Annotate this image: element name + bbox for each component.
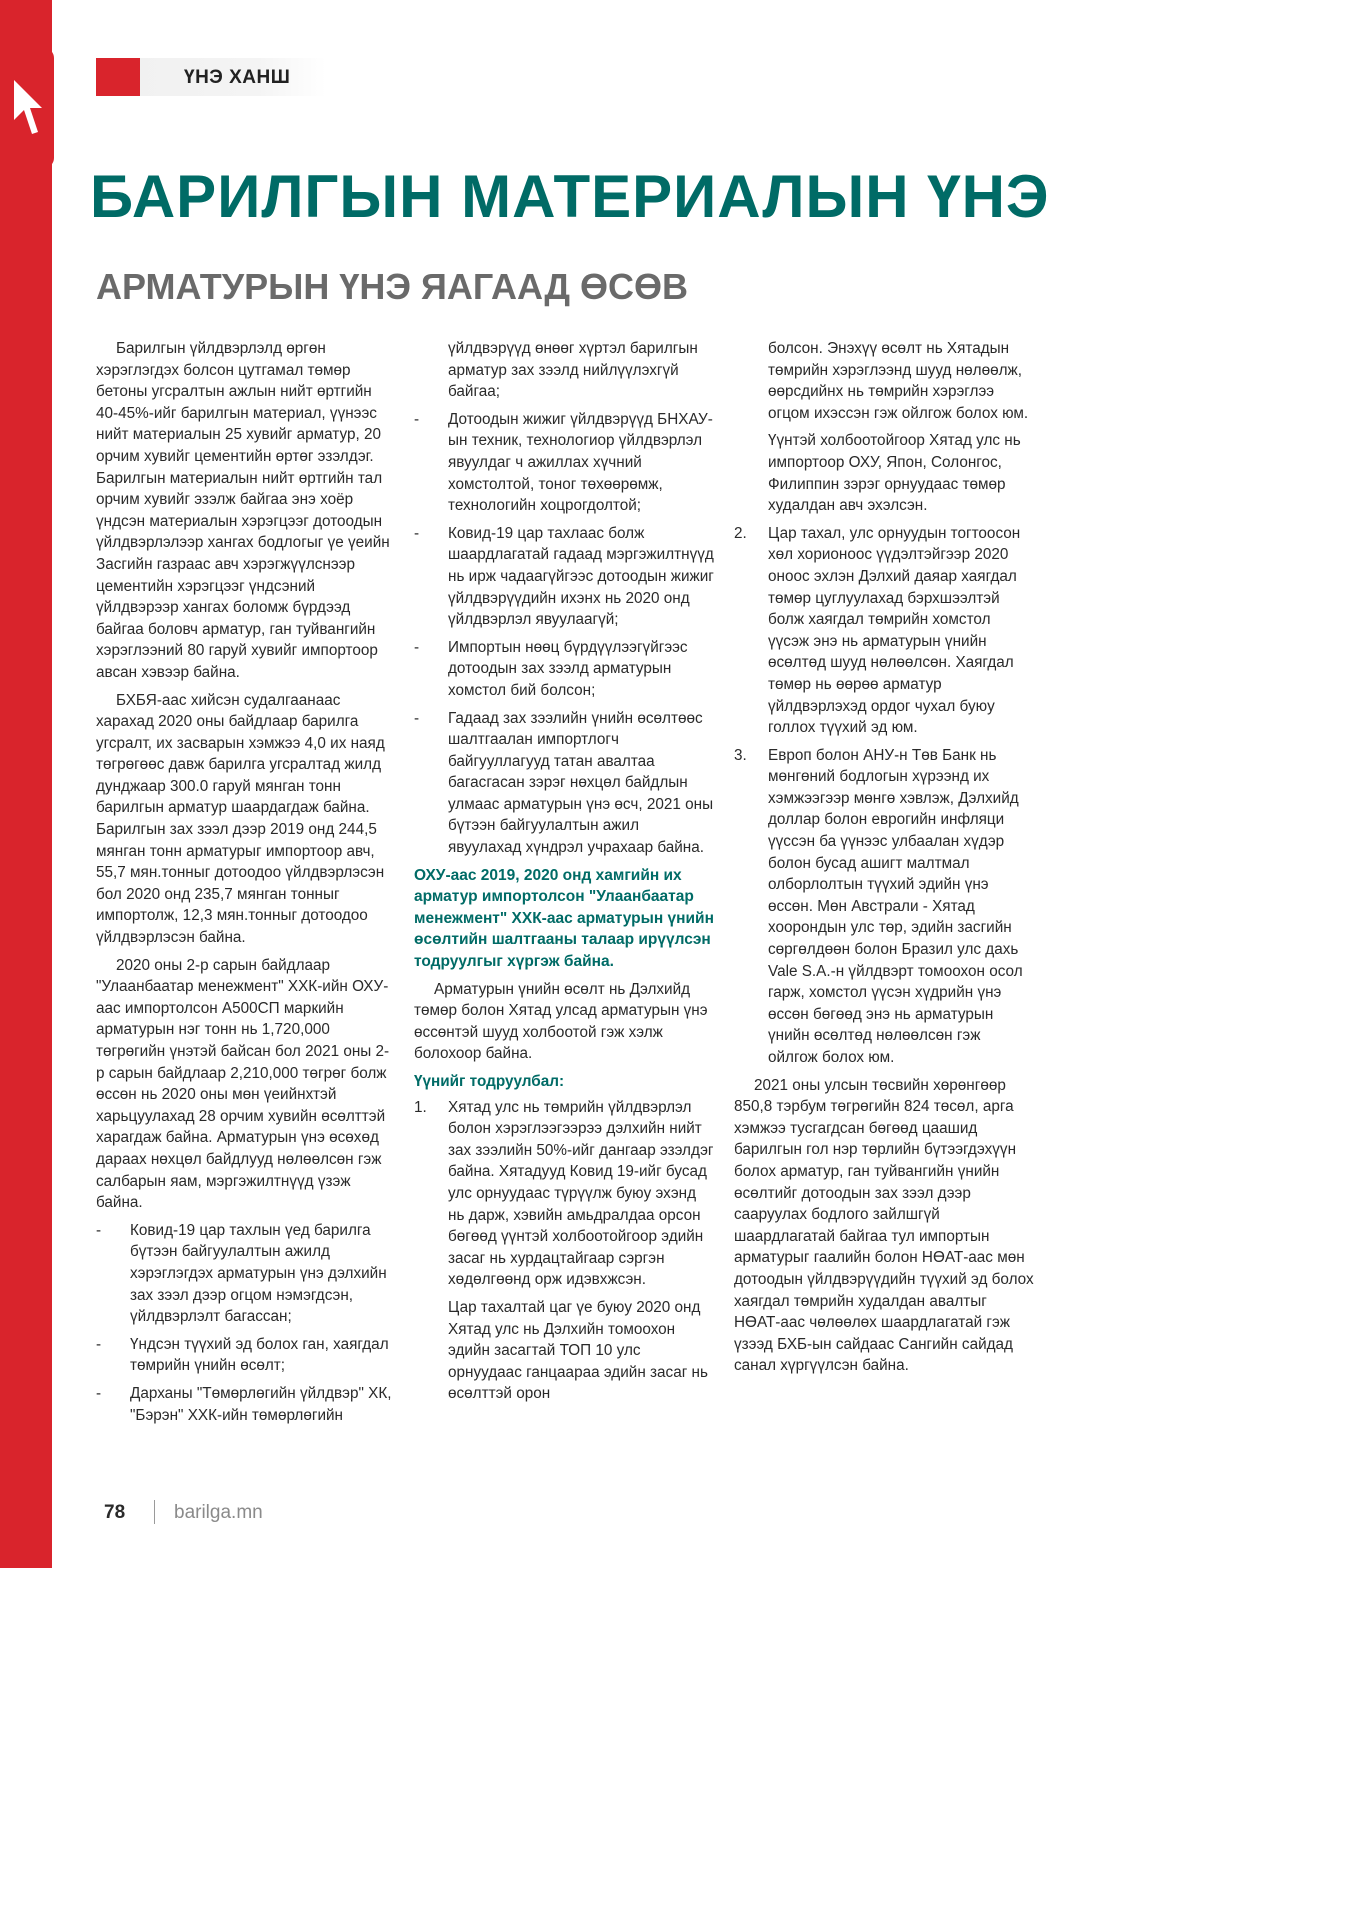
paragraph: 2020 оны 2-р сарын байдлаар "Улаанбаатар менежмент" ХХК-ийн ОХУ-аас импортолсон А500СП маркийн арматурын нэг тонн нь 1,720,000 төгрөгийн үнэтэй байсан бол 2021 оны 2-р сарын байдлаар 2,210,000 төгрөг болж өссөн нь 2020 оны мөн үеийнхтэй харьцуулахад 28 орчим хувийн өсөлттэй харагдаж байна. Арматурын үнэ өсөхөд дараах нөхцөл байдлууд нөлөөлсөн гэж салбарын яам, мэргэжилтнүүд үзэж байна. (96, 956, 390, 1212)
bullet-item (414, 523, 714, 631)
article-subtitle: АРМАТУРЫН ҮНЭ ЯАГААД ӨСӨВ (96, 266, 688, 307)
numbered-continuation (734, 338, 1034, 517)
numbered-text: болсон. Энэхүү өсөлт нь Хятадын төмрийн хэрэглээнд шууд нөлөөлж, өөрсдийнх нь төмрийн хэрэглээ огцом ихэссэн гэж ойлгож болох юм. (768, 340, 1029, 422)
bullet-marker: - (414, 638, 420, 656)
section-label: ҮНЭ ХАНШ (184, 67, 291, 88)
footer-divider (154, 1500, 155, 1524)
bullet-item (414, 708, 714, 859)
numbered-item (734, 523, 1034, 739)
bullet-marker: - (96, 1384, 102, 1402)
bullet-text: үйлдвэрүүд өнөөг хүртэл барилгын арматур зах зээлд нийлүүлэхгүй байгаа; (448, 340, 698, 401)
bullet-text: Ковид-19 цар тахлын үед барилга бүтээн байгуулалтын ажилд хэрэглэгдэх арматурын үнэ дэлхийн зах зээл дээр огцом нэмэгдсэн, үйлдвэрлэлт багассан; (130, 1221, 387, 1326)
page-title: БАРИЛГЫН МАТЕРИАЛЫН ҮНЭ (90, 163, 1050, 230)
numbered-text: Цар тахал, улс орнуудын тогтоосон хөл хорионоос үүдэлтэйгээр 2020 оноос эхлэн Дэлхий даяар хаягдал төмөр цуглуулахад бэрхшээлтэй болж хаягдал төмрийн хомстол үүсэж энэ нь арматурын үнийн өсөлтөд шууд нөлөөлсөн. Хаягдал төмөр нь өөрөө арматур үйлдвэрлэхэд ордог чухал буюу голлох түүхий эд юм. (768, 524, 1021, 737)
bullet-item (96, 1220, 396, 1328)
numbered-text: Үүнтэй холбоотойгоор Хятад улс нь импортоор ОХУ, Япон, Солонгос, Филиппин зэрэг орнуудаас төмөр худалдан авч эхэлсэн. (768, 432, 1021, 515)
bullet-marker: - (96, 1221, 102, 1239)
item-number: 1. (414, 1098, 427, 1116)
page-number: 78 (104, 1502, 126, 1523)
numbered-item (734, 745, 1034, 1069)
numbered-item (414, 1097, 714, 1405)
numbered-text: Европ болон АНУ-н Төв Банк нь мөнгөний бодлогын хүрээнд их хэмжээгээр мөнгө хэвлэж, Дэлхийд доллар болон еврогийн инфляци үүссэн ба үүнээс улбаалан хүдэр болон бусад ашигт малтмал олборлолтын түүхий эдийн үнэ өссөн. Мөн Австрали - Хятад хоорондын улс төр, эдийн засгийн сөргөлдөөн болон Бразил улс дахь Vale S.A.-н үйлдвэрт томоохон осол гарж, хомстол үүсэн хүдрийн үнэ өссөн бөгөөд энэ нь арматурын үнийн өсөлтөд нөлөөлсөн гэж ойлгож болох юм. (768, 746, 1023, 1066)
item-number: 3. (734, 746, 747, 764)
bullet-marker: - (414, 410, 420, 428)
bullet-marker: - (96, 1335, 102, 1353)
paragraph: 2021 оны улсын төсвийн хөрөнгөөр 850,8 тэрбум төгрөгийн 824 төсөл, арга хэмжээ тусгагдсан бөгөөд цаашид барилгын гол нэр төрлийн бүтээгдэхүүн болох арматур, ган туйвангийн үнийн өсөлтийг дотоодын зах зээл дээр сааруулах бодлого зайлшгүй шаардлагатай байгаа тул импортын арматурыг гаалийн болон НӨАТ-аас мөн дотоодын үйлдвэрүүдийн түүхий эд болох хаягдал төмрийн худалдан авалтыг НӨАТ-аас чөлөөлөх шаардлагатай гэж үзээд БХБ-ын сайдаас Сангийн сайдад санал хүргүүлсэн байна. (734, 1076, 1034, 1375)
paragraph: Барилгын үйлдвэрлэлд өргөн хэрэглэгдэх болсон цутгамал төмөр бетоны угсралтын ажлын нийт өртгийн 40-45%-ийг барилгын материал, үүнээс нийт материалын 25 хувийг арматур, 20 орчим хувийг цементийн өртөг эзэлдэг. Барилгын материалын нийт өртгийн тал орчим хувийг эзэлж байгаа энэ хоёр үндсэн материалын хэрэгцээг дотоодын үйлдвэрлэлээр хангах бодлогыг үе үеийн Засгийн газраас авч хэрэгжүүлснээр цементийн хэрэгцээг үндсэний үйлдвэрээр хангах боломж бүрдээд байгаа боловч арматур, ган туйвангийн хэрэглээний 80 гаруй хувийг импортоор авсан хэвээр байна. (96, 340, 390, 681)
item-number: 2. (734, 524, 747, 542)
bullet-text: Импортын нөөц бүрдүүлээгүйгээс дотоодын зах зээлд арматурын хомстол бий болсон; (448, 638, 688, 699)
clarification-heading: Үүнийг тодруулбал: (414, 1073, 565, 1090)
column-2 (414, 338, 714, 1411)
numbered-text: Цар тахалтай цаг үе буюу 2020 онд Хятад улс нь Дэлхийн томоохон эдийн засагтай ТОП 10 улс орнуудаас ганцаараа эдийн засаг нь өсөлттэй орон (448, 1298, 708, 1403)
bullet-item (414, 637, 714, 702)
paragraph: Арматурын үнийн өсөлт нь Дэлхийд төмөр болон Хятад улсад арматурын үнэ өссөнтэй шууд холбоотой гэж хэлж болохоор байна. (414, 980, 708, 1063)
bullet-text: Дарханы "Төмөрлөгийн үйлдвэр" ХК, "Бэрэн" ХХК-ийн төмөрлөгийн (130, 1384, 392, 1424)
bullet-text: Дотоодын жижиг үйлдвэрүүд БНХАУ-ын техник, технологиор үйлдвэрлэл явуулдаг ч ажиллах хүчний хомстолтой, тоног төхөөрөмж, технологийн хоцрогдолтой; (448, 410, 713, 515)
bullet-marker: - (414, 709, 420, 727)
magazine-logo-icon (8, 70, 48, 140)
bullet-text: Үндсэн түүхий эд болох ган, хаягдал төмрийн үнийн өсөлт; (130, 1335, 389, 1375)
bullet-text: Ковид-19 цар тахлаас болж шаардлагатай гадаад мэргэжилтнүүд нь ирж чадаагүйгээс дотоодын жижиг үйлдвэрүүдийн ихэнх нь 2020 онд үйлдвэрлэл явуулаагүй; (448, 524, 714, 629)
section-tag-accent (96, 58, 140, 96)
column-1 (96, 338, 396, 1432)
section-tag (96, 58, 326, 96)
side-accent-bar (0, 0, 52, 1568)
bullet-text: Гадаад зах зээлийн үнийн өсөлтөөс шалтгаалан импортлогч байгууллагууд татан авалтаа багасгасан зэрэг нөхцөл байдлын улмаас арматурын үнэ өсч, 2021 оны бүтээн байгуулалтын ажил явуулахад хүндрэл учрахаар байна. (448, 709, 714, 857)
highlight-lead: ОХУ-аас 2019, 2020 онд хамгийн их арматур импортолсон "Улаанбаатар менежмент" ХХК-аас арматурын үнийн өсөлтийн шалтгааны талаар ирүүлсэн тодруулгыг хүргэж байна. (414, 866, 714, 971)
bullet-item (96, 1383, 396, 1426)
bullet-continuation (414, 338, 714, 403)
bullet-marker: - (414, 524, 420, 542)
bullet-item (96, 1334, 396, 1377)
paragraph: БХБЯ-аас хийсэн судалгаанаас харахад 2020 оны байдлаар барилга угсралт, их засварын хэмжээ 4,0 их наяд төгрөгөөс давж барилга угсралтад жилд дунджаар 300.0 гаруй мянган тонн барилгын арматур шаардагдаж байна. Барилгын зах зээл дээр 2019 онд 244,5 мянган тонн арматурыг импортоор авч, 55,7 мян.тонныг дотоодоо үйлдвэрлэсэн бол 2020 онд 235,7 мянган тонныг импортолж, 12,3 мян.тонныг дотоодоо үйлдвэрлэсэн байна. (96, 691, 385, 947)
site-url: barilga.mn (174, 1502, 263, 1523)
column-3 (734, 338, 1034, 1383)
numbered-text: Хятад улс нь төмрийн үйлдвэрлэл болон хэрэглээгээрээ дэлхийн нийт зах зээлийн 50%-ийг дангаар эзэлдэг байна. Хятадууд Ковид 19-ийг бусад улс орнуудаас түрүүлж буюу эхэнд нь дарж, хэвийн амьдралдаа орсон бөгөөд үүнтэй холбоотойгоор эдийн засаг нь хурдацтайгаар сэргэн хөдөлгөөнд орж идэвхжсэн. (448, 1098, 714, 1289)
bullet-item (414, 409, 714, 517)
